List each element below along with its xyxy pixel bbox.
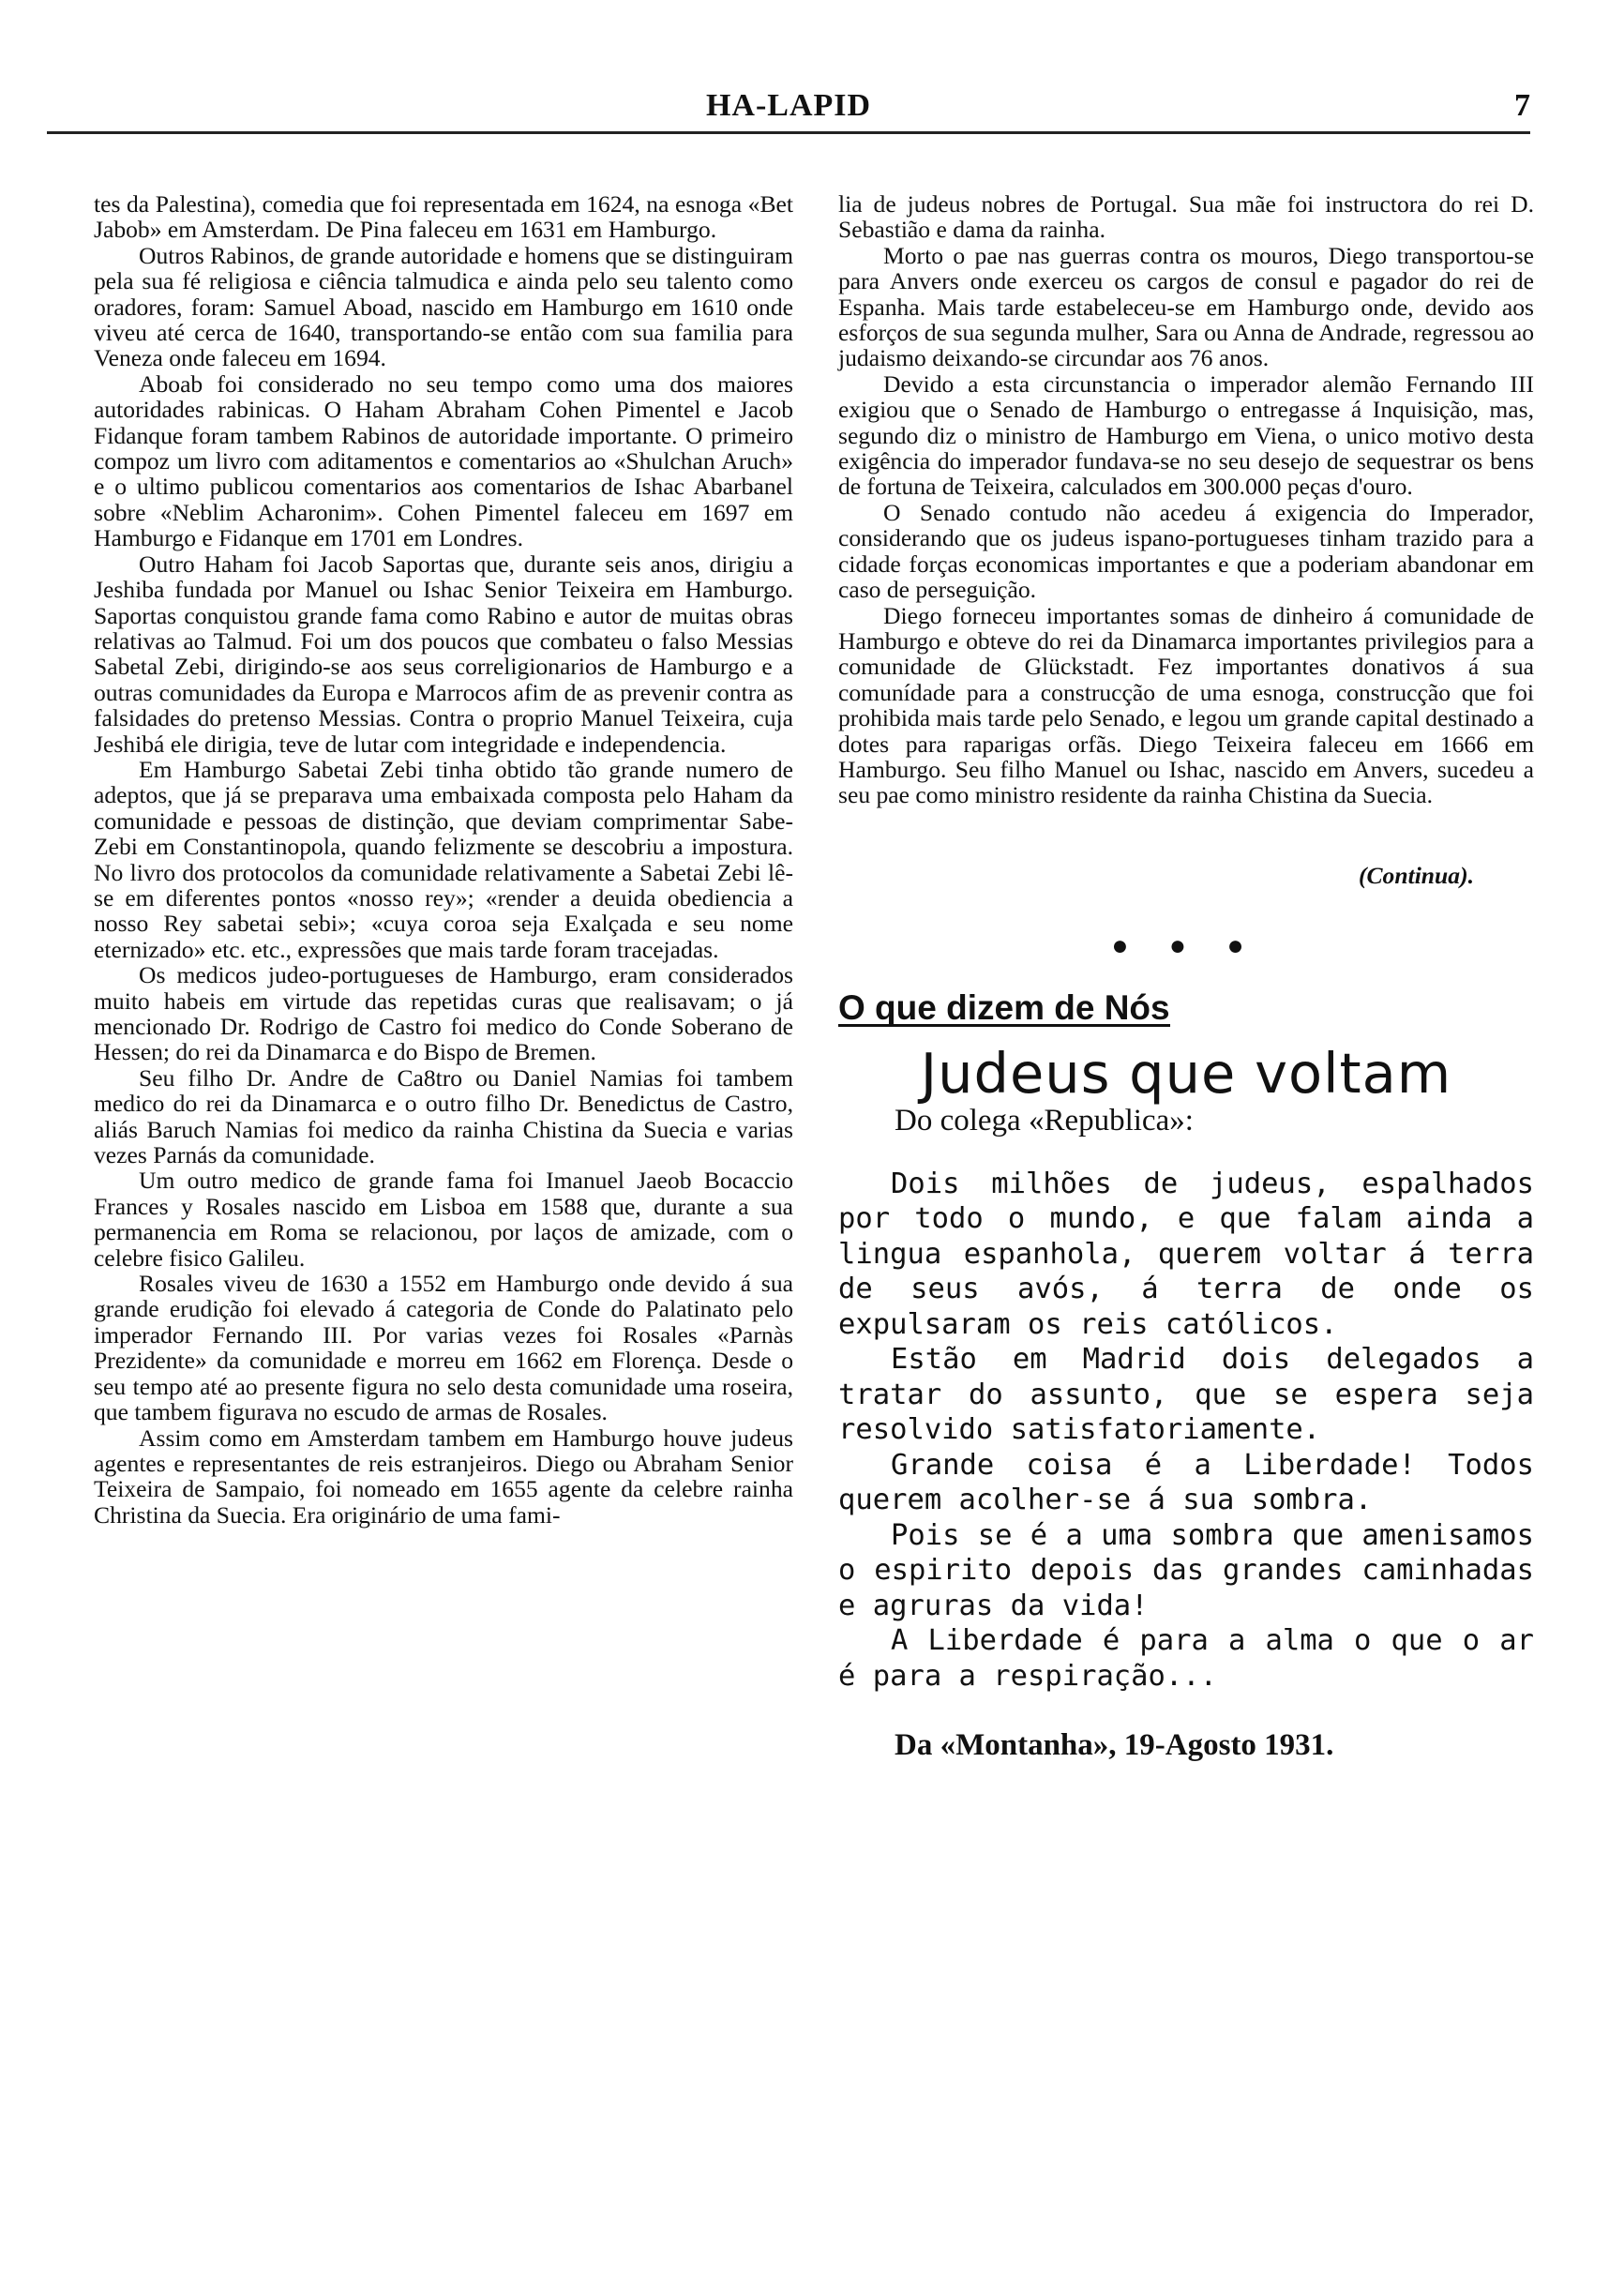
article-paragraph: Grande coisa é a Liberdade! Todos querem acolher-se á sua sombra.	[838, 1448, 1534, 1517]
paragraph: Os medicos judeo-portugueses de Hamburgo, eram considerados muito habeis em virtude das repetidas curas que realisavam; o já mencionado Dr. Rodrigo de Castro foi medico do Conde Soberano de Hessen; do rei da Dinamarca e do Bispo de Bremen.	[94, 961, 793, 1066]
paragraph: O Senado contudo não acedeu á exigencia do Imperador, considerando que os judeus ispano-portugueses tinham trazido para a cidade forças economicas importantes e que a poderiam abandonar em caso de perseguição.	[838, 498, 1534, 604]
paragraph: Outro Haham foi Jacob Saportas que, durante seis anos, dirigiu a Jeshiba fundada por Manuel ou Ishac Senior Teixeira em Hamburgo. Saportas conquistou grande fama como Rabino e autor de muitas obras relativas ao Talmud. Foi um dos poucos que combateu o falso Messias Sabetal Zebi, dirigindo-se aos seus correligionarios de Hamburgo e a outras comunidades da Europa e Marrocos afim de as prevenir contra as falsidades do pretenso Messias. Contra o proprio Manuel Teixeira, cuja Jeshibá ele dirigia, teve de lutar com integridade e independencia.	[94, 550, 793, 758]
page-number: 7	[1514, 88, 1530, 123]
right-column	[838, 190, 1534, 1763]
paragraph: Outros Rabinos, de grande autoridade e homens que se distinguiram pela sua fé religiosa e ciência talmudica e ainda pelo seu talento como oradores, foram: Samuel Aboad, nascido em Hamburgo em 1610 onde viveu até cerca de 1640, transportando-se então com sua familia para Veneza onde faleceu em 1694.	[94, 241, 793, 372]
article-body	[838, 1167, 1534, 1695]
article-credit: Da «Montanha», 19-Agosto 1931.	[895, 1728, 1334, 1763]
paragraph: Devido a esta circunstancia o imperador alemão Fernando III exigiou que o Senado de Hamburgo o entregasse á Inquisição, mas, segundo diz o ministro de Hamburgo em Viena, o unico motivo desta exigência do imperador fundava-se no seu desejo de sequestrar os bens de fortuna de Teixeira, calculados em 300.000 peças d'ouro.	[838, 369, 1534, 501]
article-title: Judeus que voltam	[920, 1040, 1452, 1106]
paragraph: Em Hamburgo Sabetai Zebi tinha obtido tão grande numero de adeptos, que já se preparava uma embaixada composta pelo Haham da comunidade e pessoas de distinção, que deviam comprimentar Sabe-Zebi em Constantinopola, quando felizmente se descobriu a impostura. No livro dos protocolos da comunidade relativamente a Sabetai Zebi lê-se em diferentes pontos «nosso rey»; «render a deuida obediencia a nosso Rey sabetai sebi»; «cuya coroa seja Exalçada e seu nome eternizado» etc. etc., expressões que mais tarde foram tracejadas.	[94, 755, 793, 963]
paragraph: Assim como em Amsterdam tambem em Hamburgo houve judeus agentes e representantes de reis estranjeiros. Diego ou Abraham Senior Teixeira de Sampaio, foi nomeado em 1655 agente da celebre rainha Christina da Suecia. Era originário de uma fami-	[94, 1424, 793, 1529]
left-column	[94, 191, 793, 1528]
section-heading: O que dizem de Nós	[838, 987, 1170, 1027]
paragraph: Diego forneceu importantes somas de dinheiro á comunidade de Hamburgo e obteve do rei da Dinamarca importantes privilegios para a comunidade de Glückstadt. Fez importantes donativos á sua comunídade para a construcção de uma esnoga, construcção que foi prohibida mais tarde pelo Senado, e legou um grande capital destinado a dotes para raparigas orfãs. Diego Teixeira faleceu em 1666 em Hamburgo. Seu filho Manuel ou Ishac, nascido em Anvers, sucedeu a seu pae como ministro residente da rainha Chistina da Suecia.	[838, 601, 1534, 809]
article-paragraph: Pois se é a uma sombra que amenisamos o espirito depois das grandes caminhadas e agruras da vida!	[838, 1518, 1534, 1622]
continued-note: (Continua).	[1358, 861, 1474, 889]
running-title: HA-LAPID	[705, 88, 872, 123]
paragraph: Morto o pae nas guerras contra os mouros, Diego transportou-se para Anvers onde exerceu os cargos de consul e pagador do rei de Espanha. Mais tarde estabeleceu-se em Hamburgo onde, devido aos esforços de sua segunda mulher, Sara ou Anna de Andrade, regressou ao judaismo deixando-se circundar aos 76 anos.	[838, 241, 1534, 372]
section-separator: ● ● ●	[1111, 930, 1261, 962]
paragraph: Seu filho Dr. Andre de Ca8tro ou Daniel Namias foi tambem medico do rei da Dinamarca e o outro filho Dr. Benedictus de Castro, aliás Baruch Namias foi medico da rainha Chistina da Suecia e varias vezes Parnás da comunidade.	[94, 1063, 793, 1169]
paragraph: Um outro medico de grande fama foi Imanuel Jaeob Bocaccio Frances y Rosales nascido em Lisboa em 1588 que, durante a sua permanencia em Roma se relacionou, por laços de amizade, com o celebre fisico Galileu.	[94, 1167, 793, 1272]
article-paragraph: Dois milhões de judeus, espalhados por todo o mundo, e que falam ainda a lingua espanhola, querem voltar á terra de seus avós, á terra de onde os expulsaram os reis católicos.	[838, 1167, 1534, 1341]
article-paragraph: A Liberdade é para a alma o que o ar é para a respiração...	[838, 1624, 1534, 1693]
paragraph: Aboab foi considerado no seu tempo como uma dos maiores autoridades rabinicas. O Haham Abraham Cohen Pimentel e Jacob Fidanque foram tambem Rabinos de autoridade importante. O primeiro compoz um livro com aditamentos e comentarios ao «Shulchan Aruch» e o ultimo publicou comentarios aos comentarios de Ishac Abarbanel sobre «Neblim Acharonim». Cohen Pimentel faleceu em 1697 em Hamburgo e Fidanque em 1701 em Londres.	[94, 369, 793, 552]
paragraph: Rosales viveu de 1630 a 1552 em Hamburgo onde devido á sua grande erudição foi elevado á categoria de Conde do Palatinato pelo imperador Fernando III. Por varias vezes foi Rosales «Parnàs Prezidente» da comunidade e morreu em 1662 em Florença. Desde o seu tempo até ao presente figura no selo desta comunidade uma roseira, que tambem figurava no escudo de armas de Rosales.	[94, 1270, 793, 1426]
page-header	[47, 88, 1530, 135]
article-source: Do colega «Republica»:	[895, 1104, 1194, 1138]
paragraph: lia de judeus nobres de Portugal. Sua mãe foi instructora do rei D. Sebastião e dama da rainha.	[838, 190, 1534, 244]
paragraph: tes da Palestina), comedia que foi representada em 1624, na esnoga «Bet Jabob» em Amsterdam. De Pina faleceu em 1631 em Hamburgo.	[94, 190, 793, 244]
article-paragraph: Estão em Madrid dois delegados a tratar do assunto, que se espera seja resolvido satisfatoriamente.	[838, 1343, 1534, 1447]
header-rule	[47, 131, 1530, 134]
